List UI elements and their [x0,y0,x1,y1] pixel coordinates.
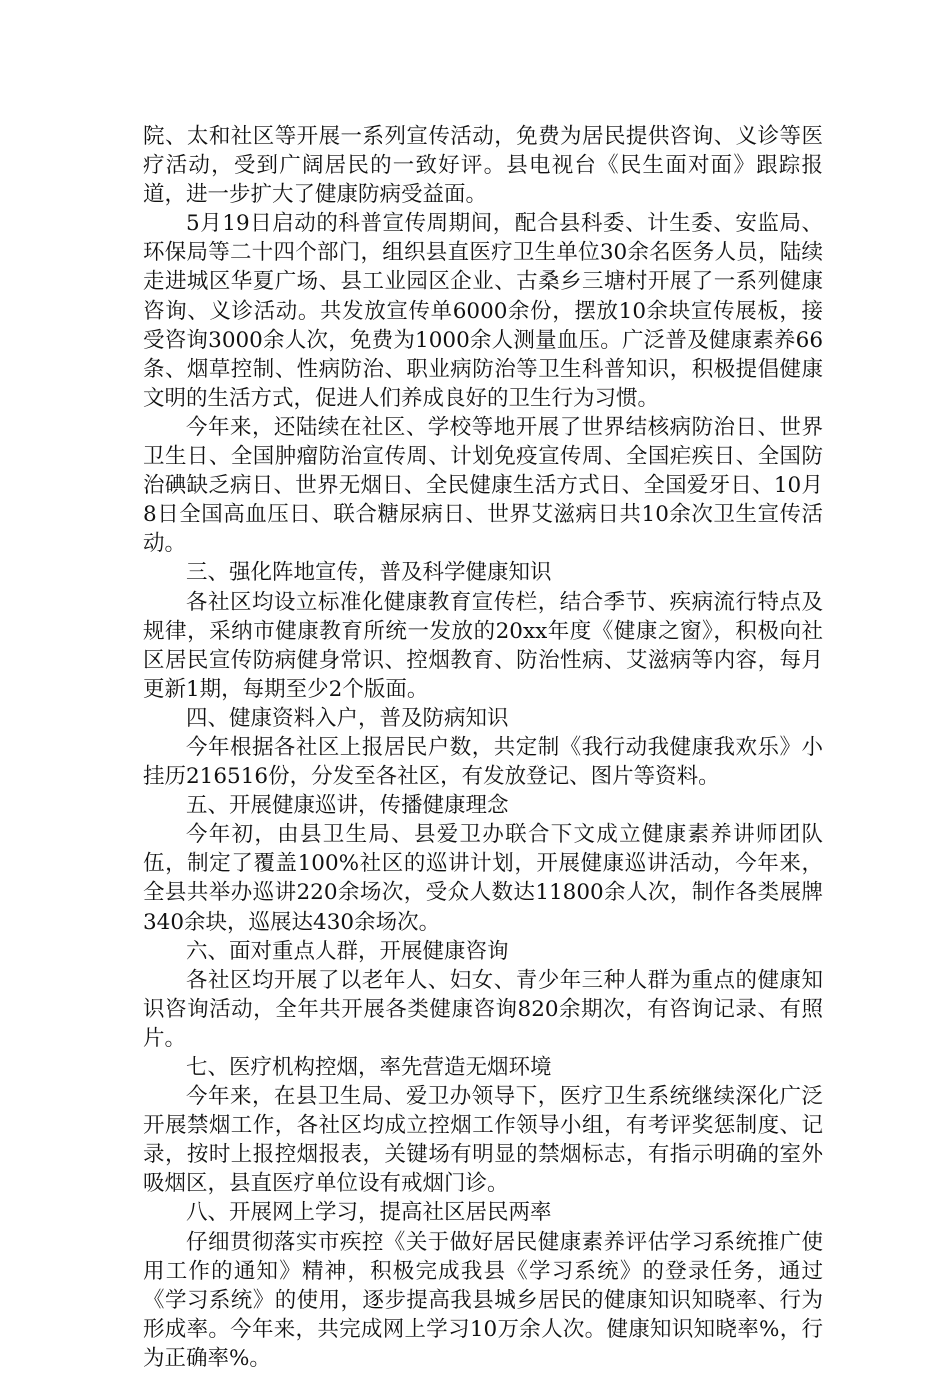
paragraph-bulletin-boards: 各社区均设立标准化健康教育宣传栏，结合季节、疾病流行特点及规律，采纳市健康教育所统一发放的20xx年度《健康之窗》，积极向社区居民宣传防病健身常识、控烟教育、防治性病、艾滋病等内容，每月更新1期，每期至少2个版面。 [143,589,823,702]
paragraph-lecture-tours: 今年初，由县卫生局、县爱卫办联合下文成立健康素养讲师团队伍，制定了覆盖100%社区的巡讲计划，开展健康巡讲活动，今年来，全县共举办巡讲220余场次，受众人数达11800余人次，制作各类展牌340余块，巡展达430余场次。 [143,822,823,935]
section-heading-4: 四、健康资料入户，普及防病知识 [186,705,509,731]
section-heading-6: 六、面对重点人群，开展健康咨询 [186,938,509,964]
paragraph-online-learning: 仔细贯彻落实市疾控《关于做好居民健康素养评估学习系统推广使用工作的通知》精神，积极完成我县《学习系统》的登录任务，通过《学习系统》的使用，逐步提高我县城乡居民的健康知识知晓率、行为形成率。今年来，共完成网上学习10万余人次。健康知识知晓率%，行为正确率%。 [143,1229,823,1371]
paragraph-continued: 院、太和社区等开展一系列宣传活动，免费为居民提供咨询、义诊等医疗活动，受到广阔居民的一致好评。县电视台《民生面对面》跟踪报道，进一步扩大了健康防病受益面。 [143,124,823,208]
paragraph-consultation: 各社区均开展了以老年人、妇女、青少年三种人群为重点的健康知识咨询活动，全年共开展各类健康咨询820余期次，有咨询记录、有照片。 [143,967,823,1051]
paragraph-science-week: 5月19日启动的科普宣传周期间，配合县科委、计生委、安监局、环保局等二十四个部门，组织县直医疗卫生单位30余名医务人员，陆续走进城区华夏广场、县工业园区企业、古桑乡三塘村开展了一系列健康咨询、义诊活动。共发放宣传单6000余份，摆放10余块宣传展板，接受咨询3000余人次，免费为1000余人测量血压。广泛普及健康素养66条、烟草控制、性病防治、职业病防治等卫生科普知识，积极提倡健康文明的生活方式，促进人们养成良好的卫生行为习惯。 [143,211,823,411]
paragraph-calendars: 今年根据各社区上报居民户数，共定制《我行动我健康我欢乐》小挂历216516份，分发至各社区，有发放登记、图片等资料。 [143,734,823,790]
section-heading-5: 五、开展健康巡讲，传播健康理念 [186,793,509,819]
section-heading-3: 三、强化阵地宣传，普及科学健康知识 [186,560,552,586]
section-heading-7: 七、医疗机构控烟，率先营造无烟环境 [186,1055,552,1080]
section-heading-8: 八、开展网上学习，提高社区居民两率 [186,1200,552,1226]
document-page [143,122,823,1373]
paragraph-health-days: 今年来，还陆续在社区、学校等地开展了世界结核病防治日、世界卫生日、全国肿瘤防治宣传周、计划免疫宣传周、全国疟疾日、全国防治碘缺乏病日、世界无烟日、全民健康生活方式日、全国爱牙日、10月8日全国高血压日、联合糖尿病日、世界艾滋病日共10余次卫生宣传活动。 [143,414,823,557]
paragraph-smoking-control: 今年来，在县卫生局、爱卫办领导下，医疗卫生系统继续深化广泛开展禁烟工作，各社区均成立控烟工作领导小组，有考评奖惩制度、记录，按时上报控烟报表，关键场有明显的禁烟标志，有指示明确的室外吸烟区，县直医疗单位设有戒烟门诊。 [143,1084,823,1197]
